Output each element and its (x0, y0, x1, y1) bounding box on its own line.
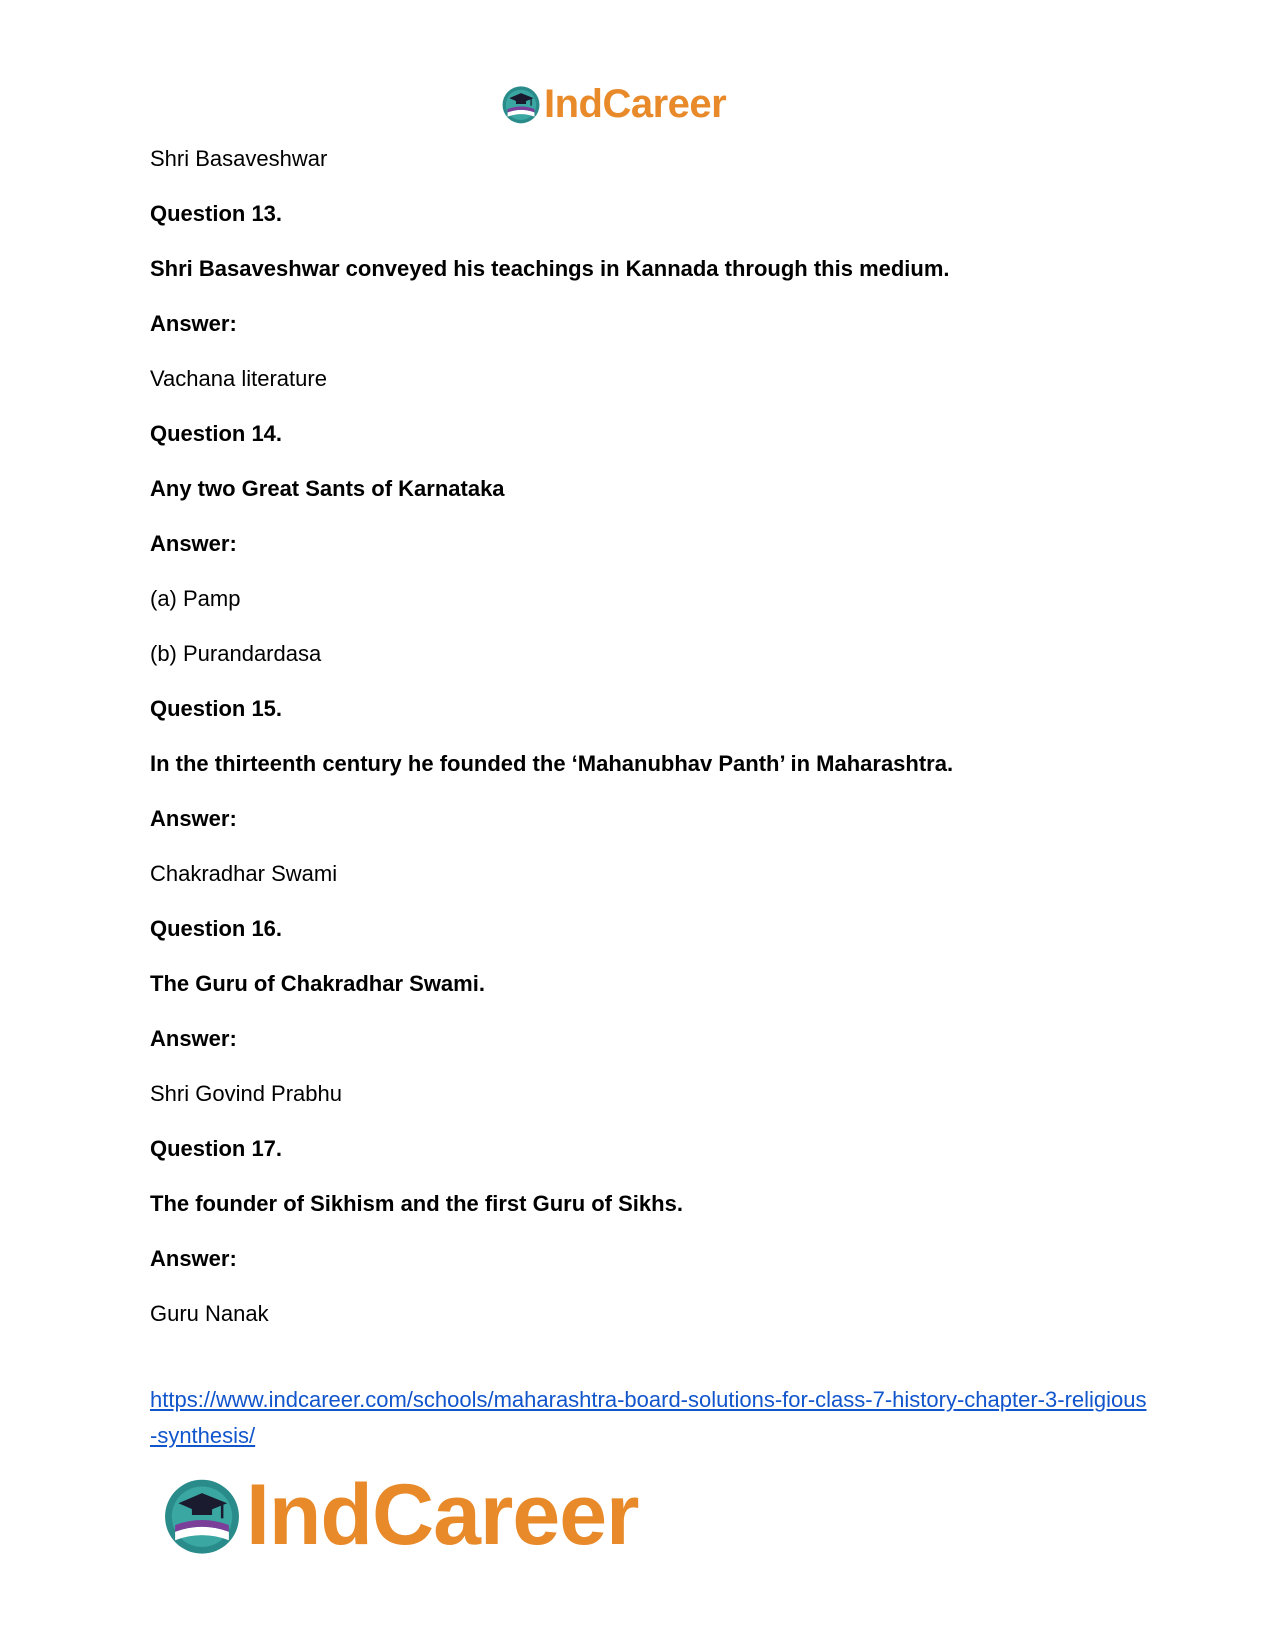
header-logo (500, 80, 726, 128)
question-text: Any two Great Sants of Karnataka (150, 476, 505, 501)
question-text: In the thirteenth century he founded the ‘Mahanubhav Panth’ in Maharashtra. (150, 751, 954, 776)
answer-text: Shri Govind Prabhu (150, 1081, 342, 1106)
question-number: Question 16. (150, 916, 283, 941)
answer-label: Answer: (150, 1246, 237, 1271)
question-text: Shri Basaveshwar conveyed his teachings in Kannada through this medium. (150, 256, 950, 281)
answer-text: Vachana literature (150, 366, 327, 391)
header-logo-text: IndCareer (544, 82, 727, 126)
answer-label: Answer: (150, 806, 237, 831)
footer-logo-text: IndCareer (246, 1467, 639, 1563)
answer-text: Chakradhar Swami (150, 861, 338, 886)
graduation-cap-book-globe-icon (160, 1473, 244, 1557)
answer-label: Answer: (150, 1026, 237, 1051)
question-number: Question 14. (150, 421, 283, 446)
footer-logo (160, 1467, 639, 1563)
source-link-block (150, 1382, 1150, 1454)
question-number: Question 13. (150, 201, 283, 226)
answer-label: Answer: (150, 531, 237, 556)
answer-text: (b) Purandardasa (150, 641, 322, 666)
qa-content (150, 143, 1150, 1353)
answer-text: Shri Basaveshwar (150, 146, 328, 171)
graduation-cap-book-globe-icon (500, 83, 542, 125)
answer-label: Answer: (150, 311, 237, 336)
question-text: The founder of Sikhism and the first Guru of Sikhs. (150, 1191, 683, 1216)
question-text: The Guru of Chakradhar Swami. (150, 971, 485, 996)
answer-text: (a) Pamp (150, 586, 241, 611)
answer-text: Guru Nanak (150, 1301, 269, 1326)
source-link[interactable]: https://www.indcareer.com/schools/maharashtra-board-solutions-for-class-7-history-chapter-3-religious-synthesis/ (150, 1387, 1147, 1448)
question-number: Question 15. (150, 696, 283, 721)
question-number: Question 17. (150, 1136, 283, 1161)
